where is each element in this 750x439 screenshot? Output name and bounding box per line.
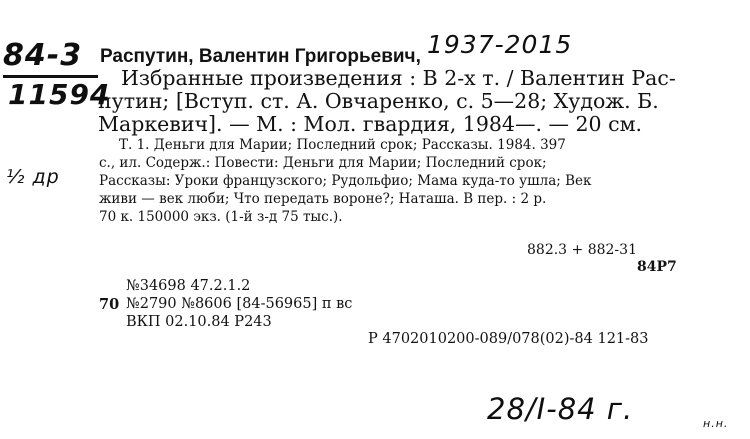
control-code-1: №34698 47.2.1.2: [126, 278, 251, 294]
control-prefix: 70: [99, 296, 120, 313]
title-line-2: путин; [Вступ. ст. А. Овчаренко, с. 5—28; Худож. Б.: [98, 89, 659, 113]
shelf-mark: ½ др: [6, 166, 60, 188]
volume-line-3: Рассказы: Уроки французского; Рудольфио; Мама куда-то ушла; Век: [99, 173, 592, 189]
title-line-3: Маркевич]. — М. : Мол. гвардия, 1984—. — 20 см.: [98, 112, 643, 136]
call-number-bottom: 11594: [8, 78, 111, 111]
author-heading: Распутин, Валентин Григорьевич,: [100, 46, 421, 67]
handwritten-initials: н.н.: [703, 417, 729, 430]
author-years: 1937-2015: [427, 30, 573, 59]
volume-line-2: с., ил. Содерж.: Повести: Деньги для Марии; Последний срок;: [99, 155, 547, 171]
control-code-2: №2790 №8606 [84-56965] п вс: [126, 296, 353, 312]
volume-line-4: живи — век люби; Что передать вороне?; Наташа. В пер. : 2 р.: [99, 191, 547, 207]
volume-line-1: Т. 1. Деньги для Марии; Последний срок; Рассказы. 1984. 397: [119, 137, 566, 153]
handwritten-date: 28/Ⅰ-84 г.: [487, 392, 634, 426]
title-line-1: Избранные произведения : В 2-х т. / Валентин Рас-: [121, 66, 676, 90]
isbn-code: Р 4702010200-089/078(02)-84 121-83: [368, 331, 649, 347]
call-number-top: 84-3: [3, 38, 83, 73]
udc-codes: 882.3 + 882-31: [527, 242, 637, 258]
control-code-3: ВКП 02.10.84 Р243: [126, 314, 272, 330]
volume-line-5: 70 к. 150000 экз. (1-й з-д 75 тыс.).: [99, 209, 343, 225]
bbk-code: 84Р7: [637, 259, 677, 275]
